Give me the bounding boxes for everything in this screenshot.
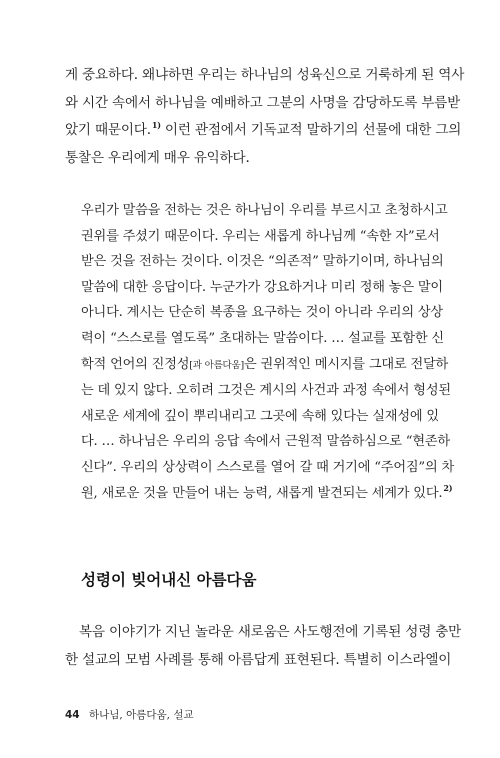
text-line — [65, 117, 460, 145]
quote-line: 력이 “스스로를 열도록” 초대하는 말씀이다. … 설교를 포함한 신 — [81, 330, 444, 346]
quote-line: 는 데 있지 않다. 오히려 그것은 계시의 사건과 과정 속에서 형성된 — [81, 383, 451, 399]
text-fragment: 학적 언어의 진정성 — [81, 356, 190, 372]
quote-line: 아니다. 계시는 단순히 복종을 요구하는 것이 아니라 우리의 상상 — [81, 305, 443, 321]
footnote-marker-2: 2) — [443, 482, 453, 493]
text-fragment: 이런 관점에서 기독교적 말하기의 선물에 대한 그의 — [160, 122, 462, 138]
quote-line: 다. … 하나님은 우리의 응답 속에서 근원적 말씀하심으로 “현존하 — [81, 434, 450, 450]
page-number: 44 — [65, 709, 80, 721]
quote-line: 권위를 주셨기 때문이다. 우리는 새롭게 하나님께 “속한 자”로서 — [81, 228, 440, 244]
quote-line: 말씀에 대한 응답이다. 누군가가 강요하거나 미리 정해 놓은 말이 — [81, 279, 443, 295]
text-line: 와 시간 속에서 하나님을 예배하고 그분의 사명을 감당하도록 부름받 — [65, 94, 461, 111]
block-quote — [81, 198, 455, 506]
quote-line: 받은 것을 전하는 것이다. 이것은 “의존적” 말하기이며, 하나님의 — [81, 254, 444, 270]
text-fragment: 원, 새로운 것을 만들어 내는 능력, 새롭게 발견되는 세계가 있다. — [81, 485, 443, 501]
footnote-marker-1: 1) — [151, 120, 161, 130]
quote-line: 신다”. 우리의 상상력이 스스로를 열어 갈 때 거기에 “주어짐”의 차 — [81, 459, 455, 475]
page-footer — [65, 707, 194, 722]
text-line: 복음 이야기가 지닌 놀라운 새로움은 사도행전에 기록된 성령 충만 — [79, 624, 462, 640]
running-title: 하나님, 아름다움, 설교 — [88, 709, 194, 721]
body-paragraph-bottom — [65, 619, 460, 674]
quote-line — [81, 352, 451, 379]
text-line: 통찰은 우리에게 매우 유익하다. — [65, 149, 250, 166]
quote-line — [81, 481, 451, 507]
text-fragment: 은 권위적인 메시지를 그대로 전달하 — [244, 356, 449, 372]
body-paragraph-top — [65, 62, 465, 172]
quote-line: 새로운 세계에 깊이 뿌리내리고 그곳에 속해 있다는 실재성에 있 — [81, 408, 439, 424]
text-fragment: 았기 때문이다. — [65, 122, 151, 138]
bracketed-insertion: [과 아름다움] — [189, 359, 245, 371]
section-heading: 성령이 빚어내신 아름다움 — [81, 571, 257, 589]
text-line: 한 설교의 모범 사례를 통해 아름답게 표현된다. 특별히 이스라엘이 — [65, 651, 452, 668]
text-line: 게 중요하다. 왜냐하면 우리는 하나님의 성육신으로 거룩하게 된 역사 — [65, 67, 465, 83]
quote-line: 우리가 말씀을 전하는 것은 하나님이 우리를 부르시고 초청하시고 — [81, 203, 448, 218]
